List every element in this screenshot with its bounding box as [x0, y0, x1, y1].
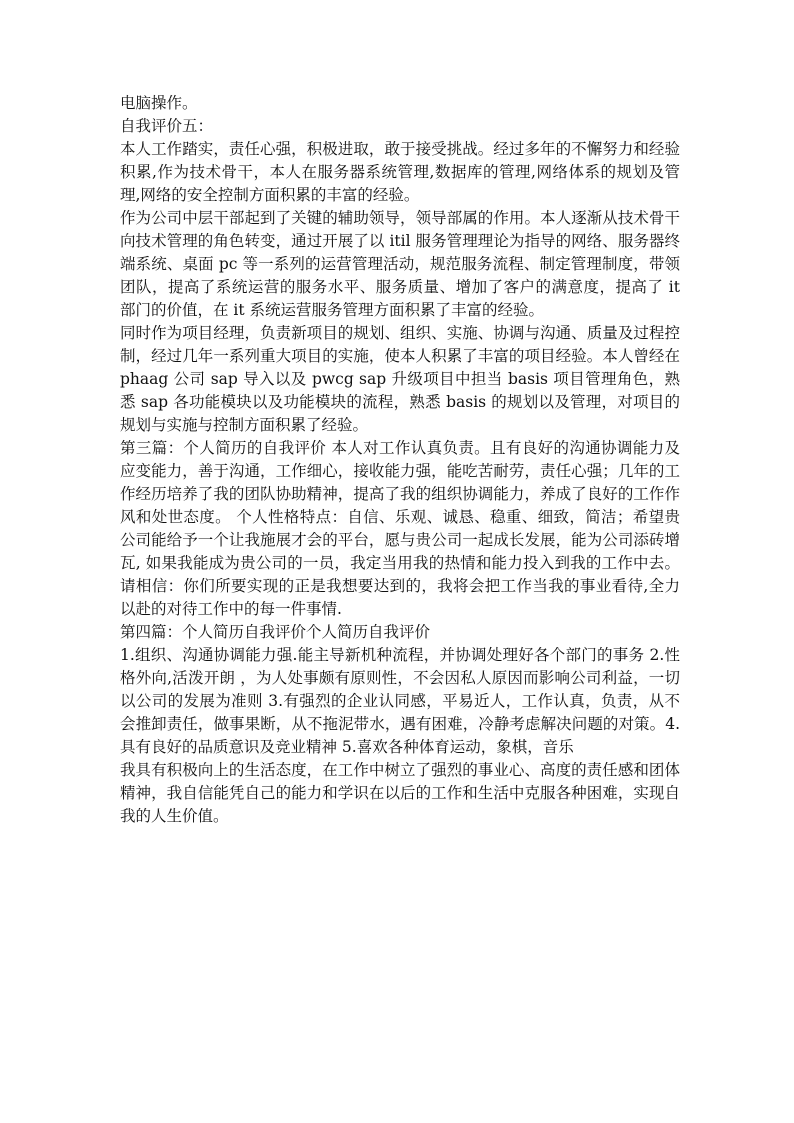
section-heading-fourth: 第四篇：个人简历自我评价个人简历自我评价: [120, 623, 431, 641]
paragraph-closing: 我具有积极向上的生活态度，在工作中树立了强烈的事业心、高度的责任感和团体精神，我自信能凭自己的能力和学识在以后的工作和生活中克服各种困难，实现自我的人生价值。: [120, 761, 680, 825]
paragraph-intro-fragment: 电脑操作。: [120, 94, 198, 112]
paragraph-numbered-strengths: 1.组织、沟通协调能力强.能主导新机种流程，并协调处理好各个部门的事务 2.性格外向,活泼开朗 ，为人处事颇有原则性，不会因私人原因而影响公司利益，一切以公司的发展为准则 3.有强烈的企业认同感，平易近人，工作认真，负责，从不会推卸责任，做事果断，从不拖泥带水，遇有困难，冷静考虑解决问题的对策。4.具有良好的品质意识及竞业精神 5.喜欢各种体育运动，象棋，音乐: [120, 646, 680, 756]
section-heading-self-evaluation-five: 自我评价五：: [120, 117, 214, 135]
paragraph-management-role: 作为公司中层干部起到了关键的辅助领导，领导部属的作用。本人逐渐从技术骨干向技术管理的角色转变，通过开展了以 itil 服务管理理论为指导的网络、服务器终端系统、桌面 pc 等一系列的运营管理活动，规范服务流程、制定管理制度，带领团队，提高了系统运营的服务水平、服务质量、增加了客户的满意度，提高了 it 部门的价值，在 it 系统运营服务管理方面积累了丰富的经验。: [120, 209, 680, 319]
document-body: [120, 92, 680, 828]
paragraph-project-manager: 同时作为项目经理，负责新项目的规划、组织、实施、协调与沟通、质量及过程控制，经过几年一系列重大项目的实施，使本人积累了丰富的项目经验。本人曾经在 phaag 公司 sap 导入以及 pwcg sap 升级项目中担当 basis 项目管理角色，熟悉 sap 各功能模块以及功能模块的流程，熟悉 basis 的规划以及管理，对项目的规划与实施与控制方面积累了经验。: [120, 324, 680, 434]
paragraph-third-section: 第三篇：个人简历的自我评价 本人对工作认真负责。且有良好的沟通协调能力及应变能力，善于沟通，工作细心，接收能力强，能吃苦耐劳，责任心强；几年的工作经历培养了我的团队协助精神，提高了我的组织协调能力，养成了良好的工作作风和处世态度。 个人性格特点：自信、乐观、诚恳、稳重、细致，简洁；希望贵公司能给予一个让我施展才会的平台，愿与贵公司一起成长发展，能为公司添砖增瓦, 如果我能成为贵公司的一员，我定当用我的热情和能力投入到我的工作中去。请相信：你们所要实现的正是我想要达到的，我将会把工作当我的事业看待,全力以赴的对待工作中的每一件事情.: [120, 439, 680, 618]
paragraph-work-experience: 本人工作踏实，责任心强，积极进取，敢于接受挑战。经过多年的不懈努力和经验积累,作为技术骨干，本人在服务器系统管理,数据库的管理,网络体系的规划及管理,网络的安全控制方面积累的丰富的经验。: [120, 140, 680, 204]
